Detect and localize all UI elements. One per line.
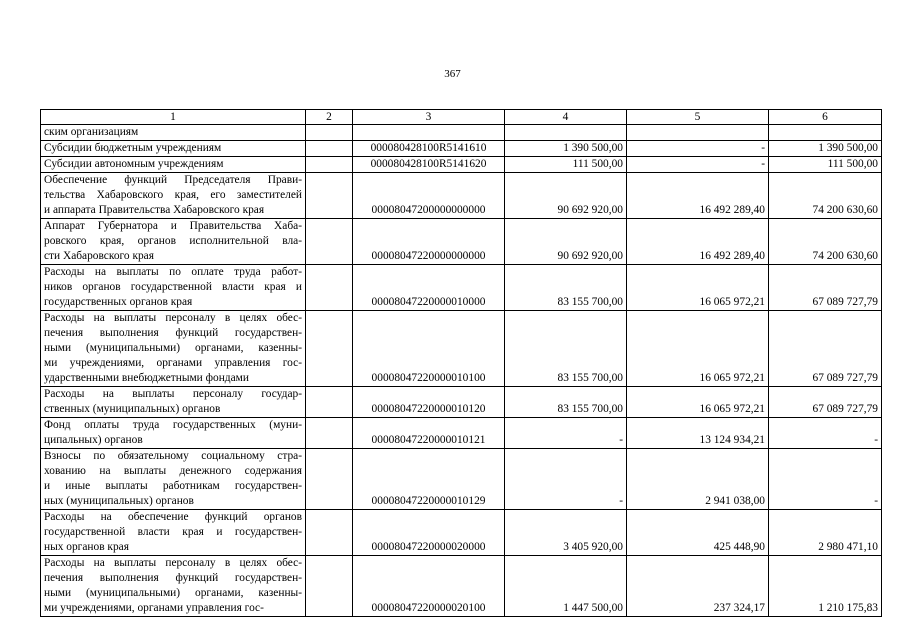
row-name-line: ударственными внебюджетными фондами [44, 372, 249, 384]
row-name-line: Фонд оплаты труда государственных (муни- [44, 419, 302, 431]
row-value-col4: 83 155 700,00 [505, 265, 627, 311]
table-header-row [41, 110, 882, 125]
row-name-line: ми учреждениями, органами управления гос- [44, 602, 264, 614]
row-value-col6: 67 089 727,79 [769, 311, 882, 387]
row-value-col5: 16 065 972,21 [627, 387, 769, 418]
row-value-col5: 2 941 038,00 [627, 449, 769, 510]
row-name-line: Субсидии бюджетным учреждениям [44, 142, 222, 154]
row-value-col4: 90 692 920,00 [505, 173, 627, 219]
table-row [41, 125, 882, 141]
budget-table-body [41, 110, 882, 617]
row-value-col5: 16 065 972,21 [627, 311, 769, 387]
row-code-cell: 00008047220000010120 [353, 387, 505, 418]
row-value-col6: 1 390 500,00 [769, 141, 882, 157]
header-col-6: 6 [769, 110, 882, 125]
budget-table [40, 109, 882, 617]
row-value-col4 [505, 125, 627, 141]
row-name-line: Взносы по обязательному социальному стра- [44, 450, 302, 462]
row-name-line: государственных органов края [44, 296, 193, 308]
row-name-line: ными (муниципальными) органами, казенны- [44, 342, 302, 354]
table-row [41, 311, 882, 387]
row-name-line: ми учреждениями, органами управления гос- [44, 357, 302, 369]
row-value-col5: - [627, 141, 769, 157]
row-value-col6: - [769, 418, 882, 449]
row-name-line: Обеспечение функций Председателя Прави- [44, 174, 302, 186]
row-value-col6 [769, 125, 882, 141]
table-row [41, 219, 882, 265]
row-col2-cell [306, 510, 353, 556]
row-col2-cell [306, 387, 353, 418]
row-col2-cell [306, 311, 353, 387]
row-name-line: и аппарата Правительства Хабаровского края [44, 204, 265, 216]
row-name-cell [41, 219, 306, 265]
row-name-line: ственных (муниципальных) органов [44, 403, 221, 415]
row-col2-cell [306, 265, 353, 311]
row-code-cell: 00008047220000010121 [353, 418, 505, 449]
row-code-cell: 00008047220000010129 [353, 449, 505, 510]
table-row [41, 418, 882, 449]
row-name-line: тельства Хабаровского края, его заместителей [44, 189, 302, 201]
row-value-col4: - [505, 449, 627, 510]
row-name-line: ским организациям [44, 126, 139, 138]
row-name-cell [41, 418, 306, 449]
row-value-col6: 67 089 727,79 [769, 265, 882, 311]
row-col2-cell [306, 173, 353, 219]
page-number: 367 [444, 68, 461, 80]
row-col2-cell [306, 141, 353, 157]
row-name-cell [41, 449, 306, 510]
row-name-line: Расходы на выплаты персоналу в целях обес- [44, 312, 302, 324]
row-code-cell: 00008047220000010000 [353, 265, 505, 311]
header-col-5: 5 [627, 110, 769, 125]
row-value-col4: 90 692 920,00 [505, 219, 627, 265]
header-col-1: 1 [41, 110, 306, 125]
row-value-col4: - [505, 418, 627, 449]
row-value-col5: 16 065 972,21 [627, 265, 769, 311]
row-name-line: ников органов государственной власти края и [44, 281, 302, 293]
row-code-cell: 000080428100R5141610 [353, 141, 505, 157]
row-value-col6: 74 200 630,60 [769, 173, 882, 219]
row-value-col4: 3 405 920,00 [505, 510, 627, 556]
row-value-col5: 16 492 289,40 [627, 219, 769, 265]
row-name-line: ных (муниципальных) органов [44, 495, 194, 507]
row-name-line: хованию на выплаты денежного содержания [44, 465, 302, 477]
row-value-col6: - [769, 449, 882, 510]
row-name-line: Расходы на выплаты по оплате труда работ- [44, 266, 302, 278]
row-code-cell: 00008047220000020000 [353, 510, 505, 556]
row-col2-cell [306, 556, 353, 617]
table-row [41, 510, 882, 556]
row-name-cell [41, 173, 306, 219]
row-value-col6: 74 200 630,60 [769, 219, 882, 265]
row-name-line: сти Хабаровского края [44, 250, 154, 262]
row-name-line: Расходы на обеспечение функций органов [44, 511, 302, 523]
row-name-line: ровского края, органов исполнительной вла- [44, 235, 302, 247]
row-name-line: ными (муниципальными) органами, казенны- [44, 587, 302, 599]
table-row [41, 157, 882, 173]
table-row [41, 265, 882, 311]
row-name-cell [41, 265, 306, 311]
row-value-col4: 1 447 500,00 [505, 556, 627, 617]
table-row [41, 556, 882, 617]
row-code-cell: 00008047220000020100 [353, 556, 505, 617]
header-col-2: 2 [306, 110, 353, 125]
row-name-cell [41, 157, 306, 173]
row-name-line: Аппарат Губернатора и Правительства Хаба- [44, 220, 302, 232]
row-value-col5: 16 492 289,40 [627, 173, 769, 219]
row-name-cell [41, 125, 306, 141]
row-code-cell: 00008047220000010100 [353, 311, 505, 387]
row-code-cell: 000080428100R5141620 [353, 157, 505, 173]
row-value-col5: - [627, 157, 769, 173]
table-row [41, 387, 882, 418]
row-col2-cell [306, 219, 353, 265]
row-value-col6: 111 500,00 [769, 157, 882, 173]
row-value-col6: 2 980 471,10 [769, 510, 882, 556]
row-value-col4: 111 500,00 [505, 157, 627, 173]
header-col-4: 4 [505, 110, 627, 125]
row-value-col4: 83 155 700,00 [505, 387, 627, 418]
row-name-cell [41, 510, 306, 556]
row-value-col5: 237 324,17 [627, 556, 769, 617]
header-col-3: 3 [353, 110, 505, 125]
row-code-cell: 00008047200000000000 [353, 173, 505, 219]
row-col2-cell [306, 449, 353, 510]
row-code-cell [353, 125, 505, 141]
row-col2-cell [306, 418, 353, 449]
row-name-line: печения выполнения функций государствен- [44, 327, 302, 339]
row-name-line: ципальных) органов [44, 434, 143, 446]
row-name-line: Субсидии автономным учреждениям [44, 158, 224, 170]
row-name-line: Расходы на выплаты персоналу государ- [44, 388, 302, 400]
row-col2-cell [306, 157, 353, 173]
row-name-line: печения выполнения функций государствен- [44, 572, 302, 584]
row-name-cell [41, 387, 306, 418]
row-name-line: государственной власти края и государствен- [44, 526, 302, 538]
row-value-col4: 83 155 700,00 [505, 311, 627, 387]
table-row [41, 449, 882, 510]
row-value-col5: 13 124 934,21 [627, 418, 769, 449]
row-col2-cell [306, 125, 353, 141]
table-row [41, 141, 882, 157]
row-name-cell [41, 141, 306, 157]
row-value-col6: 67 089 727,79 [769, 387, 882, 418]
row-value-col5 [627, 125, 769, 141]
row-name-line: и иные выплаты работникам государствен- [44, 480, 302, 492]
row-name-line: ных органов края [44, 541, 129, 553]
row-name-line: Расходы на выплаты персоналу в целях обес- [44, 557, 302, 569]
table-row [41, 173, 882, 219]
row-name-cell [41, 556, 306, 617]
row-value-col4: 1 390 500,00 [505, 141, 627, 157]
row-value-col6: 1 210 175,83 [769, 556, 882, 617]
row-value-col5: 425 448,90 [627, 510, 769, 556]
row-code-cell: 00008047220000000000 [353, 219, 505, 265]
row-name-cell [41, 311, 306, 387]
